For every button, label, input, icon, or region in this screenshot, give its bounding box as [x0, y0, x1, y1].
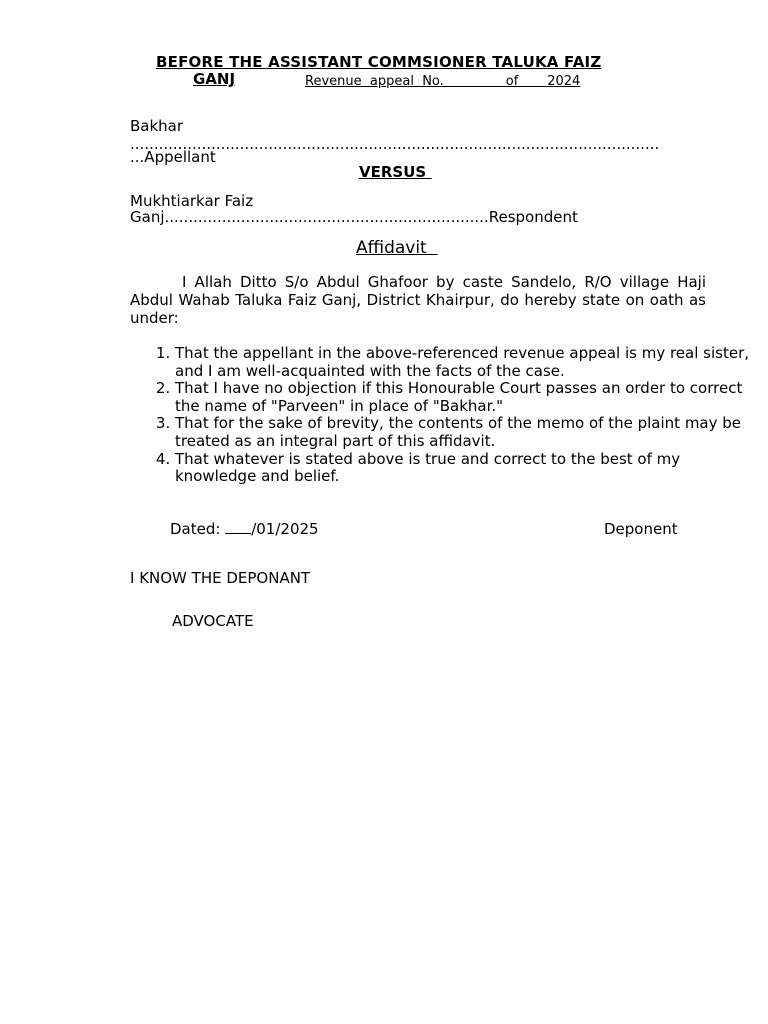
- respondent-name: Mukhtiarkar Faiz: [130, 192, 254, 210]
- court-title-line-2: GANJ: [193, 70, 236, 88]
- appeal-number-line: Revenue appeal No. of 2024: [305, 74, 581, 89]
- affidavit-point: 3. That for the sake of brevity, the contents of the memo of the plaint may be treated as an integral part of this affidavit.: [175, 415, 751, 450]
- appellant-dots: ...............................................................................................................: [130, 136, 660, 153]
- affidavit-point: 1. That the appellant in the above-referenced revenue appeal is my real sister, and I am well-acquainted with the facts of the case.: [175, 345, 751, 380]
- affidavit-intro: I Allah Ditto S/o Abdul Ghafoor by caste Sandelo, R/O village Haji Abdul Wahab Taluka Faiz Ganj, District Khairpur, do hereby state on oath as under:: [130, 273, 706, 327]
- appellant-name: Bakhar: [130, 117, 184, 135]
- affidavit-heading: Affidavit: [356, 238, 438, 258]
- date-blank: [225, 521, 251, 534]
- deponent-label: Deponent: [604, 520, 678, 538]
- know-deponent-line: I KNOW THE DEPONANT: [130, 569, 311, 587]
- dated-line: [170, 521, 319, 538]
- versus-label: VERSUS: [359, 163, 432, 181]
- appellant-label: ...Appellant: [130, 148, 216, 166]
- advocate-label: ADVOCATE: [172, 612, 254, 630]
- respondent-line: Ganj....................................................................Respondent: [130, 209, 578, 226]
- court-title-line-1: BEFORE THE ASSISTANT COMMSIONER TALUKA FAIZ: [156, 53, 602, 71]
- affidavit-point: 4. That whatever is stated above is true and correct to the best of my knowledge and belief.: [175, 451, 751, 486]
- affidavit-point: 2. That I have no objection if this Honourable Court passes an order to correct the name of "Parveen" in place of "Bakhar.": [175, 380, 751, 415]
- dated-label: Dated:: [170, 520, 226, 538]
- affidavit-points: [130, 345, 751, 486]
- dated-value: /01/2025: [251, 520, 319, 538]
